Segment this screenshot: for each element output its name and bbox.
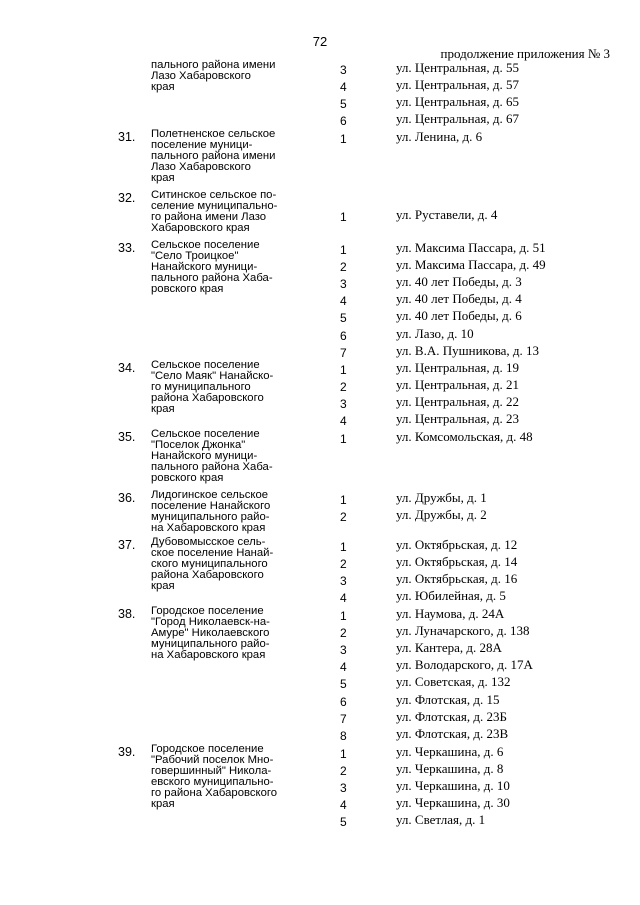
address-index: 2 (340, 510, 347, 525)
address-row (0, 274, 640, 291)
address-index: 4 (340, 591, 347, 606)
address-row (0, 571, 640, 588)
address-index: 3 (340, 574, 347, 589)
address-index: 2 (340, 557, 347, 572)
address-index: 1 (340, 540, 347, 554)
address-text: ул. Флотская, д. 23Б (396, 708, 507, 724)
address-index: 2 (340, 626, 347, 641)
address-text: ул. Октябрьская, д. 14 (396, 554, 518, 570)
address-text: ул. Черкашина, д. 8 (396, 761, 504, 777)
address-text: ул. Комсомольская, д. 48 (396, 429, 533, 444)
address-text: ул. Флотская, д. 23В (396, 725, 509, 741)
address-row (0, 411, 640, 428)
address-text: ул. 40 лет Победы, д. 6 (396, 308, 522, 324)
address-row (0, 657, 640, 674)
address-index: 8 (340, 728, 347, 743)
continuation-note: продолжение приложения № 3 (440, 46, 610, 61)
address-index: 5 (340, 815, 347, 830)
address-index: 4 (340, 294, 347, 309)
address-index: 1 (340, 493, 347, 507)
entry-number: 33. (118, 241, 136, 255)
address-index: 3 (340, 277, 347, 292)
address-text: ул. Центральная, д. 21 (396, 377, 519, 393)
address-index: 3 (340, 781, 347, 796)
address-text: ул. Юбилейная, д. 5 (396, 588, 506, 604)
address-row (0, 692, 640, 709)
address-index: 5 (340, 97, 347, 112)
entry-number: 36. (118, 491, 136, 505)
address-row (0, 778, 640, 795)
address-index: 5 (340, 677, 347, 692)
settlement-name: Лидогинское сельское поселение Нанайского муниципального райо- на Хабаровского края (151, 489, 271, 534)
address-text: ул. Ленина, д. 6 (396, 129, 483, 144)
address-text: ул. Центральная, д. 55 (396, 60, 519, 75)
address-text: ул. Кантера, д. 28А (396, 640, 502, 656)
address-index: 6 (340, 328, 347, 343)
entry-number: 31. (118, 130, 136, 144)
address-row (0, 326, 640, 343)
settlement-name: Дубовомысское сель- ское поселение Нанай- ского муниципального района Хабаровского края (151, 536, 274, 592)
address-index: 4 (340, 80, 347, 95)
page-number: 72 (312, 34, 328, 49)
address-index: 6 (340, 114, 347, 129)
address-text: ул. Черкашина, д. 10 (396, 778, 510, 794)
entry-number: 35. (118, 430, 136, 444)
settlement-name: пального района имени Лазо Хабаровского края (151, 59, 276, 93)
address-text: ул. Максима Пассара, д. 49 (396, 257, 546, 273)
address-row (0, 761, 640, 778)
address-text: ул. Лазо, д. 10 (396, 325, 474, 341)
address-row (0, 394, 640, 411)
address-row (0, 257, 640, 274)
address-row (0, 606, 640, 623)
address-row (0, 129, 640, 146)
address-text: ул. Светлая, д. 1 (396, 812, 486, 828)
address-text: ул. 40 лет Победы, д. 4 (396, 291, 522, 307)
address-row (0, 744, 640, 761)
address-text: ул. Наумова, д. 24А (396, 606, 505, 621)
address-text: ул. Дружбы, д. 1 (396, 490, 487, 505)
address-index: 3 (340, 397, 347, 412)
address-row (0, 640, 640, 657)
address-row (0, 111, 640, 128)
address-row (0, 377, 640, 394)
address-row (0, 343, 640, 360)
address-index: 4 (340, 798, 347, 813)
address-index: 3 (340, 63, 347, 77)
address-text: ул. Центральная, д. 67 (396, 111, 519, 127)
address-text: ул. Центральная, д. 57 (396, 77, 519, 93)
address-row (0, 360, 640, 377)
settlement-name: Сельское поселение "Поселок Джонка" Нанайского муници- пального района Хаба- ровского края (151, 428, 273, 484)
address-row (0, 554, 640, 571)
settlement-name: Городское поселение "Рабочий поселок Мно- говершинный" Никола- евского муниципально- го района Хабаровского края (151, 743, 278, 810)
address-row (0, 812, 640, 829)
address-index: 5 (340, 311, 347, 326)
settlement-name: Городское поселение "Город Николаевск-на- Амуре" Николаевского муниципального райо- на Хабаровского края (151, 605, 270, 661)
entry-number: 37. (118, 538, 136, 552)
address-row (0, 537, 640, 554)
address-row (0, 623, 640, 640)
entry-number: 39. (118, 745, 136, 759)
address-index: 2 (340, 260, 347, 275)
address-text: ул. 40 лет Победы, д. 3 (396, 274, 522, 290)
address-index: 2 (340, 380, 347, 395)
address-index: 1 (340, 609, 347, 623)
address-text: ул. Володарского, д. 17А (396, 657, 533, 673)
address-index: 1 (340, 363, 347, 377)
address-row (0, 77, 640, 94)
address-text: ул. В.А. Пушникова, д. 13 (396, 342, 540, 358)
address-row (0, 795, 640, 812)
address-index: 6 (340, 694, 347, 709)
address-text: ул. Центральная, д. 23 (396, 411, 519, 427)
address-row (0, 726, 640, 743)
address-text: ул. Руставели, д. 4 (396, 207, 498, 223)
address-text: ул. Дружбы, д. 2 (396, 507, 487, 523)
address-index: 1 (340, 432, 347, 446)
address-text: ул. Луначарского, д. 138 (396, 623, 530, 639)
address-index: 7 (340, 345, 347, 360)
entry-number: 32. (118, 191, 136, 205)
address-text: ул. Максима Пассара, д. 51 (396, 240, 546, 255)
address-text: ул. Флотская, д. 15 (396, 691, 500, 707)
address-row (0, 490, 640, 507)
address-index: 2 (340, 764, 347, 779)
address-row (0, 429, 640, 446)
address-text: ул. Октябрьская, д. 16 (396, 571, 518, 587)
settlement-name: Сельское поселение "Село Маяк" Нанайско- го муниципального района Хабаровского края (151, 359, 274, 415)
address-index: 7 (340, 711, 347, 726)
address-text: ул. Черкашина, д. 6 (396, 744, 504, 759)
address-text: ул. Центральная, д. 19 (396, 360, 519, 375)
address-row (0, 60, 640, 77)
address-row (0, 507, 640, 524)
address-row (0, 240, 640, 257)
address-index: 1 (340, 243, 347, 257)
address-index: 4 (340, 414, 347, 429)
address-index: 4 (340, 660, 347, 675)
address-index: 1 (340, 132, 347, 146)
address-text: ул. Октябрьская, д. 12 (396, 537, 518, 552)
settlement-name: Ситинское сельское по- селение муниципально- го района имени Лазо Хабаровского края (151, 189, 278, 234)
address-row (0, 291, 640, 308)
settlement-name: Сельское поселение "Село Троицкое" Нанайского муници- пального района Хаба- ровского края (151, 239, 273, 295)
address-text: ул. Центральная, д. 65 (396, 94, 519, 110)
entry-number: 34. (118, 361, 136, 375)
address-row (0, 674, 640, 691)
address-text: ул. Центральная, д. 22 (396, 394, 519, 410)
settlement-name: Полетненское сельское поселение муници- пального района имени Лазо Хабаровского края (151, 128, 276, 184)
address-row (0, 94, 640, 111)
address-index: 3 (340, 643, 347, 658)
address-text: ул. Черкашина, д. 30 (396, 795, 510, 811)
address-text: ул. Советская, д. 132 (396, 674, 511, 690)
address-row (0, 709, 640, 726)
address-row (0, 308, 640, 325)
address-row (0, 207, 640, 224)
address-row (0, 588, 640, 605)
address-index: 1 (340, 747, 347, 761)
address-index: 1 (340, 210, 347, 225)
entry-number: 38. (118, 607, 136, 621)
